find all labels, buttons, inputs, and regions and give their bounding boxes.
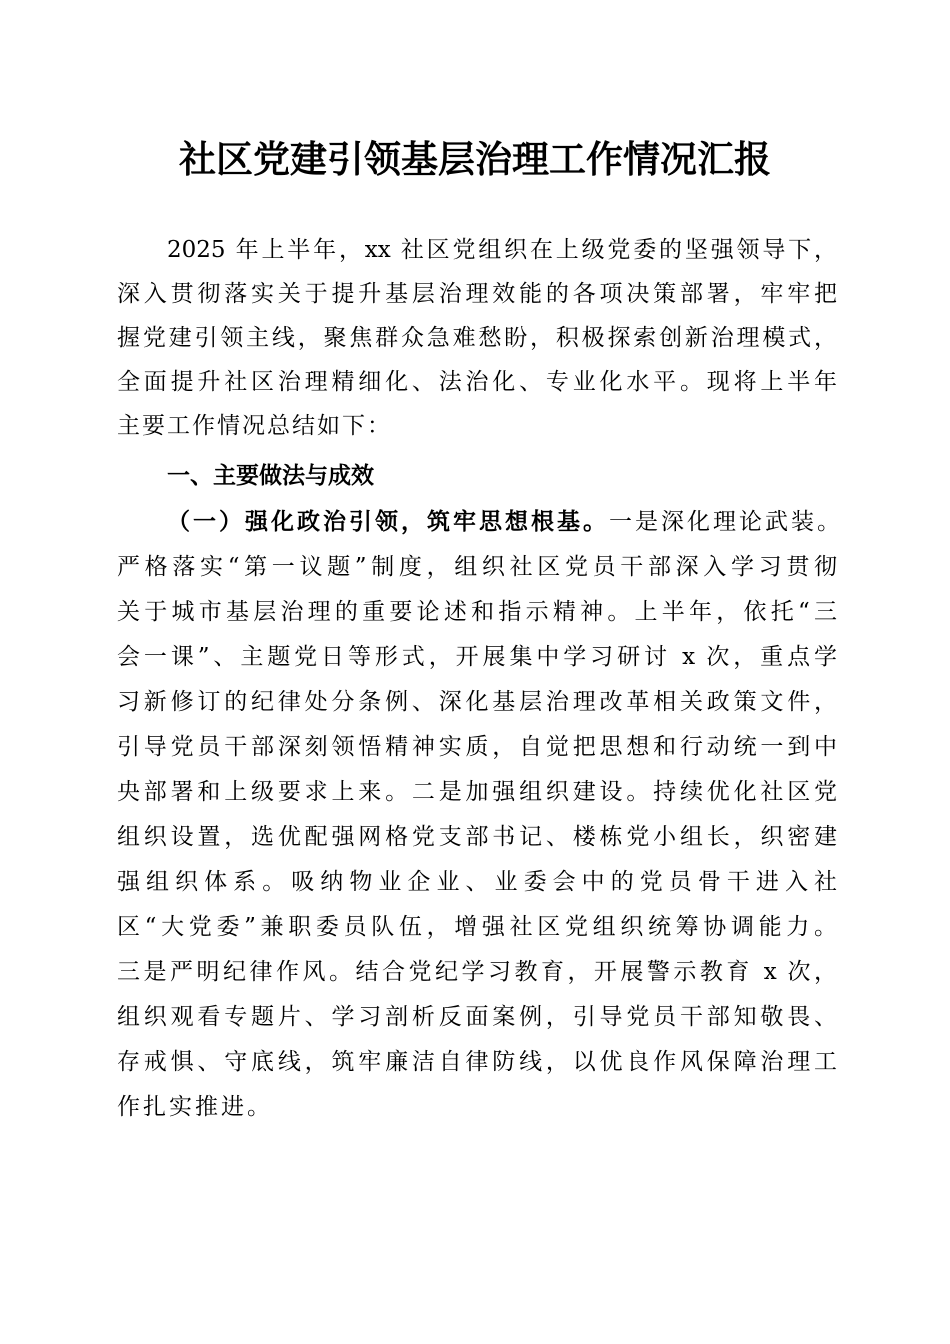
subsection-first-line-text: 一是深化理论武装。 <box>609 509 843 535</box>
body-line: 央部署和上级要求上来。二是加强组织建设。持续优化社区党 <box>117 779 837 805</box>
body-line: 存戒惧、守底线，筑牢廉洁自律防线，以优良作风保障治理工 <box>117 1049 837 1075</box>
body-line: 组织观看专题片、学习剖析反面案例，引导党员干部知敬畏、 <box>117 1004 837 1030</box>
subsection-heading: （一）强化政治引领，筑牢思想根基。 <box>167 508 609 535</box>
body-line: 作扎实推进。 <box>117 1094 273 1120</box>
body-line: 会一课”、主题党日等形式，开展集中学习研讨 x 次，重点学 <box>117 644 837 670</box>
subsection-first-line <box>167 500 843 544</box>
body-line: 组织设置，选优配强网格党支部书记、楼栋党小组长，织密建 <box>117 824 837 850</box>
intro-line: 深入贯彻落实关于提升基层治理效能的各项决策部署，牢牢把 <box>117 281 837 307</box>
body-line: 严格落实“第一议题”制度，组织社区党员干部深入学习贯彻 <box>117 554 837 580</box>
section-heading: 一、主要做法与成效 <box>167 463 374 489</box>
intro-line: 主要工作情况总结如下： <box>117 413 392 439</box>
body-line: 三是严明纪律作风。结合党纪学习教育，开展警示教育 x 次， <box>117 959 837 985</box>
document-title: 社区党建引领基层治理工作情况汇报 <box>179 137 771 181</box>
body-line: 习新修订的纪律处分条例、深化基层治理改革相关政策文件， <box>117 689 837 715</box>
body-line: 引导党员干部深刻领悟精神实质，自觉把思想和行动统一到中 <box>117 734 837 760</box>
intro-line: 握党建引领主线，聚焦群众急难愁盼，积极探索创新治理模式， <box>117 325 837 351</box>
intro-line: 全面提升社区治理精细化、法治化、专业化水平。现将上半年 <box>117 369 837 395</box>
intro-line: 2025 年上半年，xx 社区党组织在上级党委的坚强领导下， <box>167 237 837 263</box>
body-line: 关于城市基层治理的重要论述和指示精神。上半年，依托“三 <box>117 599 837 625</box>
body-line: 区“大党委”兼职委员队伍，增强社区党组织统筹协调能力。 <box>117 914 837 940</box>
body-line: 强组织体系。吸纳物业企业、业委会中的党员骨干进入社 <box>117 869 837 895</box>
